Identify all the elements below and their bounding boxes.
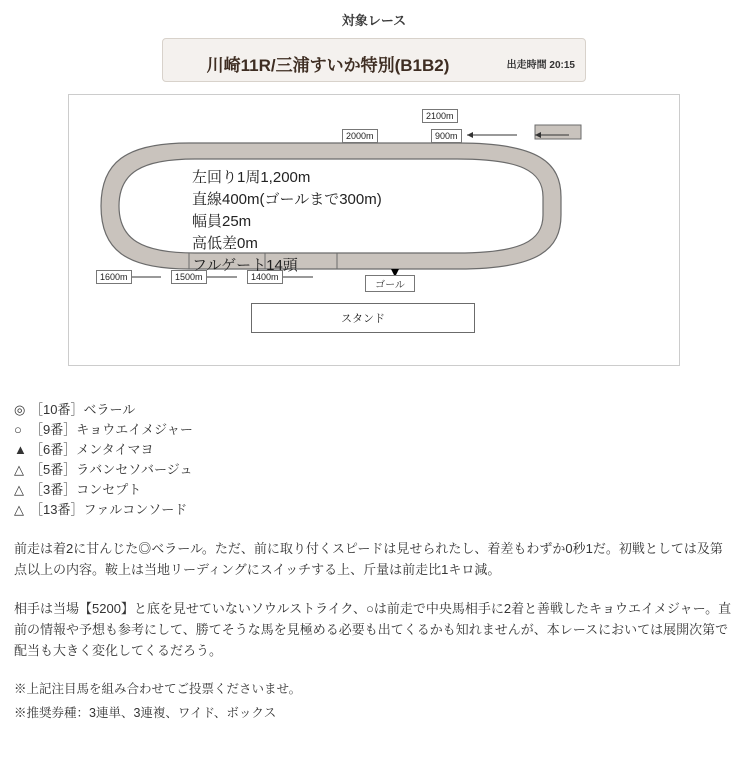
race-start-time: 出走時間 20:15 xyxy=(506,60,575,71)
analysis-paragraph-2: 相手は当場【5200】と底を見せていないソウルストライク、○は前走で中央馬相手に2着と善戦したキョウエイメジャー。直前の情報や予想も参考にして、勝てそうな馬を見極める必要も出てくるかも知れませんが、本レースにおいては展開次第で配当も大きく変化してくるだろう。 xyxy=(14,601,732,658)
pick-horse: ［3番］コンセプト xyxy=(30,482,142,497)
pick-horse: ［5番］ラバンセソバージュ xyxy=(30,462,193,477)
list-item xyxy=(14,420,748,440)
course-diagram xyxy=(68,94,680,366)
pick-mark-icon: △ xyxy=(14,482,24,497)
note-voting: ※上記注目馬を組み合わせてご投票くださいませ。 xyxy=(14,682,302,696)
list-item xyxy=(14,400,748,420)
analysis-paragraph-1: 前走は着2に甘んじた◎ベラール。ただ、前に取り付くスピードは見せられたし、着差もわずか0秒1だ。初戦としては及第点以上の内容。鞍上は当地リーディングにスイッチする上、斤量は前走比1キロ減。 xyxy=(14,541,723,577)
stand-label: スタンド xyxy=(251,303,475,333)
distance-marker-2100m: 2100m xyxy=(422,109,458,123)
course-info-line: 幅員25m xyxy=(192,213,252,230)
goal-label: ゴール xyxy=(365,275,415,292)
distance-marker-1500m: 1500m xyxy=(171,270,207,284)
course-info-text xyxy=(192,167,382,277)
course-info-line: 高低差0m xyxy=(192,235,258,252)
pick-list xyxy=(14,400,748,520)
list-item xyxy=(14,440,748,460)
course-info-line: 左回り1周1,200m xyxy=(192,169,311,186)
page-title: 対象レース xyxy=(341,13,407,28)
pick-horse: ［10番］ベラール xyxy=(30,402,136,417)
pick-horse: ［13番］ファルコンソード xyxy=(30,502,188,517)
race-name: 川崎11R/三浦すいか特別(B1B2) xyxy=(206,56,450,75)
distance-marker-2000m: 2000m xyxy=(342,129,378,143)
race-header-bar xyxy=(162,38,586,82)
list-item xyxy=(14,460,748,480)
distance-marker-900m: 900m xyxy=(431,129,462,143)
distance-marker-1400m: 1400m xyxy=(247,270,283,284)
pick-mark-icon: ▲ xyxy=(14,442,27,457)
list-item xyxy=(14,500,748,520)
pick-mark-icon: ◎ xyxy=(14,402,26,417)
list-item xyxy=(14,480,748,500)
note-ticket-types: ※推奨券種：3連単、3連複、ワイド、ボックス xyxy=(14,706,277,720)
pick-mark-icon: △ xyxy=(14,502,24,517)
pick-mark-icon: △ xyxy=(14,462,24,477)
page-root xyxy=(0,10,748,775)
pick-mark-icon: ○ xyxy=(14,422,22,437)
distance-marker-1600m: 1600m xyxy=(96,270,132,284)
pick-horse: ［6番］メンタイマヨ xyxy=(30,442,154,457)
course-info-line: フルゲート14頭 xyxy=(192,257,298,274)
pick-horse: ［9番］キョウエイメジャー xyxy=(30,422,193,437)
course-info-line: 直線400m(ゴールまで300m) xyxy=(192,191,382,208)
